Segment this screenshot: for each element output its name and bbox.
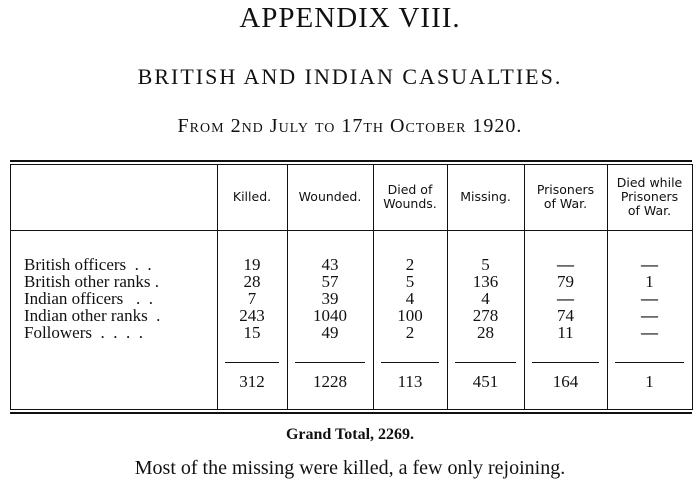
subtotal-rule xyxy=(615,362,684,363)
column-header-line: Died of xyxy=(387,182,433,197)
total-cell: 451 xyxy=(472,372,499,391)
column-header-line: Missing. xyxy=(460,189,511,204)
table-cell: — xyxy=(557,255,574,274)
column-header-line: Wounded. xyxy=(298,189,362,204)
period-subtitle: From 2nd July to 17th October 1920. xyxy=(177,115,523,137)
column-header xyxy=(218,166,286,228)
table-bottom-rule xyxy=(10,412,692,414)
column-header-line: Killed. xyxy=(232,189,272,204)
table-cell: 43 xyxy=(321,255,339,274)
table-cell: 15 xyxy=(243,323,261,342)
table-cell: — xyxy=(641,323,658,342)
column-header-line: Wounds. xyxy=(383,196,437,211)
table-cell: 28 xyxy=(243,272,261,291)
column-header xyxy=(448,166,523,228)
table-cell: 79 xyxy=(557,272,574,291)
table-cell: 39 xyxy=(321,289,339,308)
table-cell: 278 xyxy=(472,306,499,325)
column-header-line: Prisoners xyxy=(620,189,679,204)
table-top-rule-inner xyxy=(10,164,692,165)
page-title: BRITISH AND INDIAN CASUALTIES. xyxy=(137,64,563,89)
table-top-rule xyxy=(10,160,692,162)
total-cell: 1228 xyxy=(313,372,347,391)
total-cell: 1 xyxy=(645,372,654,391)
table-cell: — xyxy=(557,289,574,308)
subtotal-rule xyxy=(225,362,279,363)
table-cell: 19 xyxy=(243,255,261,274)
table-cell: 28 xyxy=(477,323,494,342)
table-cell: 1 xyxy=(645,272,654,291)
table-cell: 11 xyxy=(557,323,574,342)
table-cell: 2 xyxy=(405,255,415,274)
table-cell: 1040 xyxy=(313,306,347,325)
table-cell: 5 xyxy=(405,272,415,291)
table-cell: 100 xyxy=(397,306,423,325)
subtotal-rule xyxy=(532,362,599,363)
column-header-line: Prisoners xyxy=(536,182,595,197)
column-header xyxy=(374,166,446,228)
grand-total: Grand Total, 2269. xyxy=(285,426,415,443)
subtotal-rule xyxy=(381,362,439,363)
appendix-heading: APPENDIX VIII. xyxy=(239,2,461,34)
column-header xyxy=(525,166,606,228)
table-cell: 74 xyxy=(557,306,574,325)
table-cell: — xyxy=(641,255,658,274)
row-label: Indian officers . . xyxy=(24,289,154,308)
table-cell: 49 xyxy=(321,323,339,342)
column-header-line: of War. xyxy=(543,196,588,211)
table-cell: — xyxy=(641,289,658,308)
table-header-rule xyxy=(10,230,692,231)
table-border-left xyxy=(10,164,11,410)
table-border-right xyxy=(692,164,693,410)
subtotal-rule xyxy=(295,362,365,363)
table-cell: 4 xyxy=(481,289,490,308)
row-label: British officers . . xyxy=(24,255,152,274)
table-cell: 57 xyxy=(321,272,339,291)
row-label: Indian other ranks . xyxy=(24,306,161,325)
table-cell: 136 xyxy=(472,272,499,291)
footnote: Most of the missing were killed, a few only rejoining. xyxy=(134,457,566,479)
table-bottom-rule-inner xyxy=(10,409,692,410)
column-header-line: of War. xyxy=(627,203,672,218)
row-label: British other ranks . xyxy=(24,272,160,291)
total-cell: 312 xyxy=(239,372,265,391)
row-label: Followers . . . . xyxy=(24,323,143,342)
total-cell: 113 xyxy=(397,372,423,391)
subtotal-rule xyxy=(455,362,516,363)
table-cell: 7 xyxy=(247,289,257,308)
table-cell: 4 xyxy=(405,289,415,308)
column-header xyxy=(608,166,691,228)
column-header-line: Died while xyxy=(616,175,683,190)
table-cell: 243 xyxy=(239,306,265,325)
total-cell: 164 xyxy=(552,372,579,391)
table-cell: 5 xyxy=(481,255,490,274)
table-cell: 2 xyxy=(405,323,415,342)
table-cell: — xyxy=(641,306,658,325)
column-header xyxy=(288,166,372,228)
